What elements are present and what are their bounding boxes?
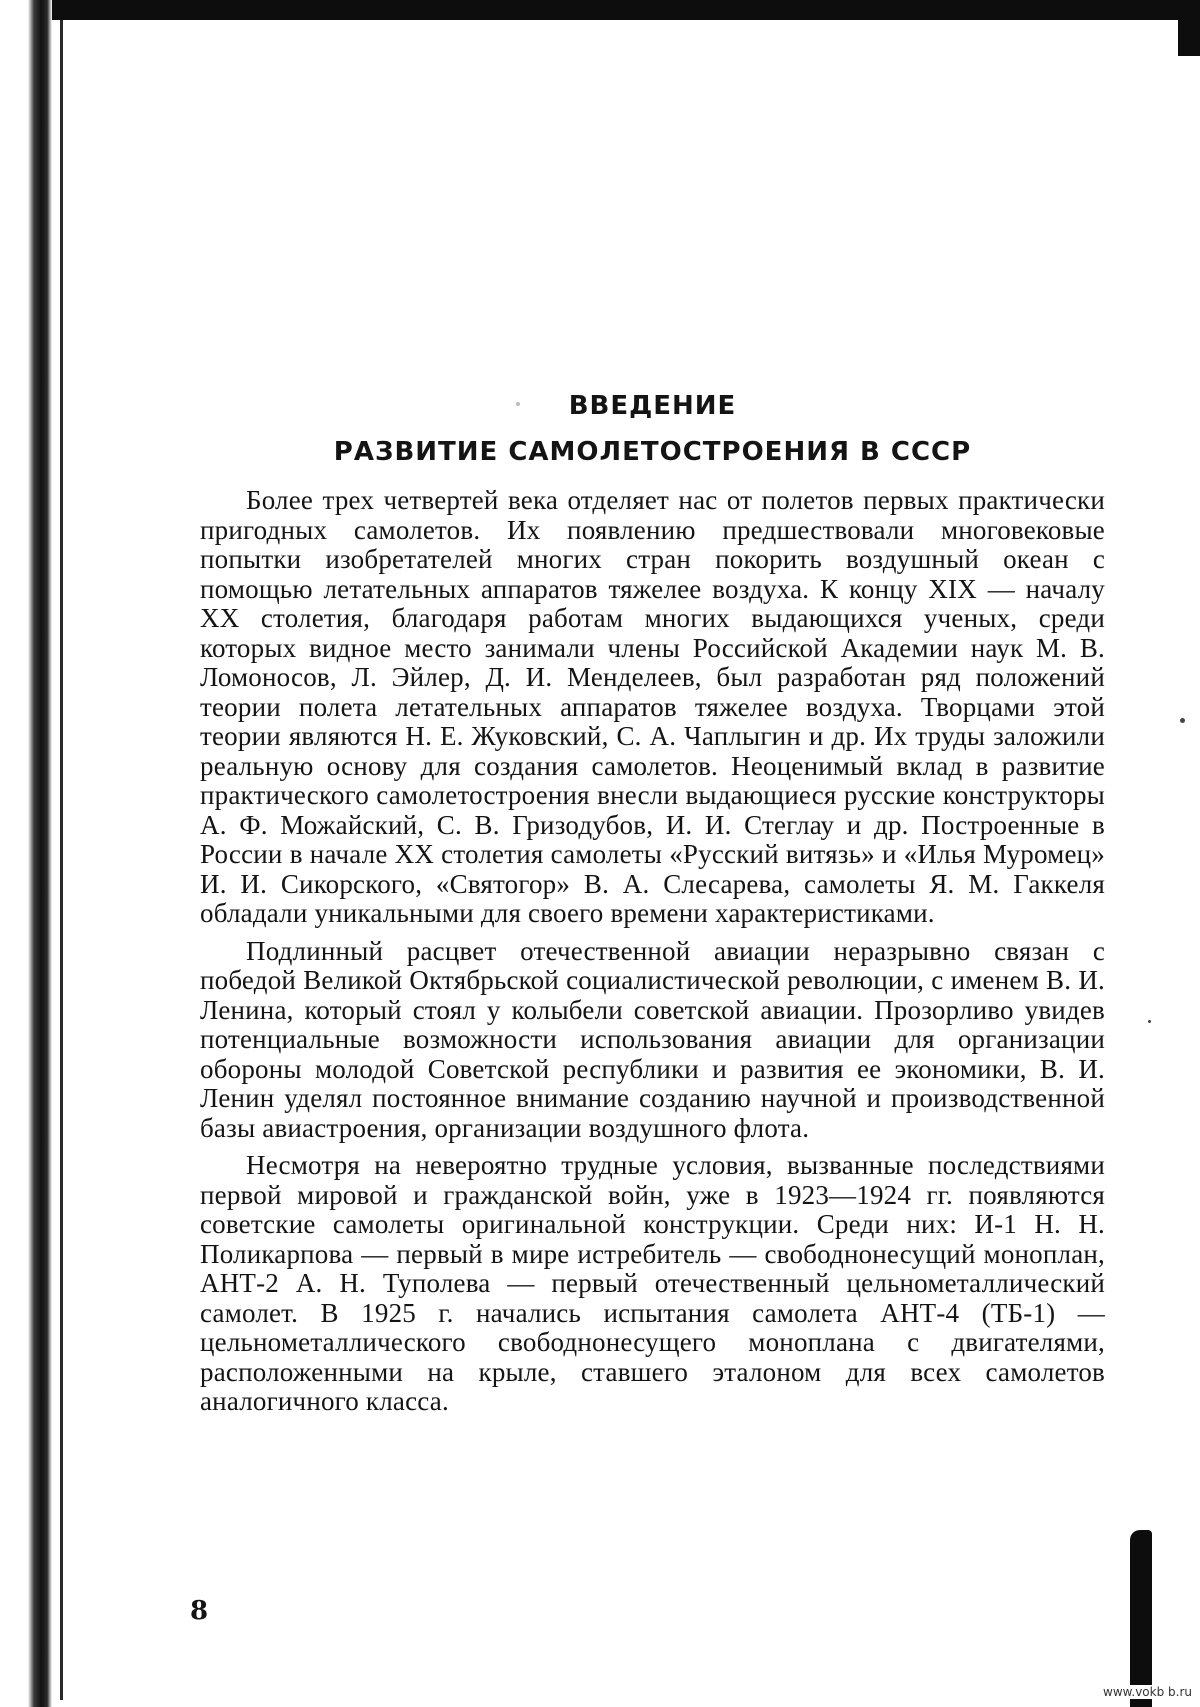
paragraph: Более трех четвертей века отделяет нас от полетов первых практически пригодных самолетов. Их появлению предшествовали многовековые попытки изобретателей многих стран покорить воздушный океан с помощью летательных аппаратов тяжелее воздуха. К концу XIX — началу XX столетия, благодаря работам многих выдающихся ученых, среди которых видное место занимали члены Российской Академии наук М. В. Ломоносов, Л. Эйлер, Д. И. Менделеев, был разработан ряд положений теории полета летательных аппаратов тяжелее воздуха. Творцами этой теории являются Н. Е. Жуковский, С. А. Чаплыгин и др. Их труды заложили реальную основу для создания самолетов. Неоценимый вклад в развитие практического самолетостроения внесли выдающиеся русские конструкторы А. Ф. Можайский, С. В. Гризодубов, И. И. Стеглау и др. Построенные в России в начале XX столетия самолеты «Русский витязь» и «Илья Муромец» И. И. Сикорского, «Святогор» В. А. Слесарева, самолеты Я. М. Гаккеля обладали уникальными для своего времени характеристиками. bbox=[200, 485, 1105, 928]
document-page bbox=[200, 390, 1105, 1425]
scan-right-artifact bbox=[1130, 1530, 1152, 1707]
paragraph: Несмотря на невероятно трудные условия, вызванные последствиями первой мировой и гражданской войн, уже в 1923—1924 гг. появляются советские самолеты оригинальной конструкции. Среди них: И-1 Н. Н. Поликарпова — первый в мире истребитель — свободнонесущий моноплан, АНТ-2 А. Н. Туполева — первый отечественный цельнометаллический самолет. В 1925 г. начались испытания самолета АНТ-4 (ТБ-1) — цельнометаллического свободнонесущего моноплана с двигателями, расположенными на крыле, ставшего эталоном для всех самолетов аналогичного класса. bbox=[200, 1150, 1105, 1416]
body-text bbox=[200, 486, 1105, 1417]
scan-left-binding-edge bbox=[28, 0, 52, 1707]
section-title: РАЗВИТИЕ САМОЛЕТОСТРОЕНИЯ В СССР bbox=[333, 437, 972, 467]
scan-top-border bbox=[40, 0, 1200, 20]
scan-speck bbox=[1180, 718, 1185, 723]
scan-corner-artifact bbox=[1178, 20, 1200, 56]
scan-speck bbox=[1148, 1020, 1151, 1023]
scan-left-line bbox=[60, 20, 63, 1700]
paragraph: Подлинный расцвет отечественной авиации неразрывно связан с победой Великой Октябрьской социалистической революции, с именем В. И. Ленина, который стоял у колыбели советской авиации. Прозорливо увидев потенциальные возможности использования авиации для организации обороны молодой Советской республики и развития ее экономики, В. И. Ленин уделял постоянное внимание созданию научной и производственной базы авиастроения, организации воздушного флота. bbox=[200, 935, 1105, 1143]
chapter-title: ВВЕДЕНИЕ bbox=[568, 391, 737, 421]
page-number: 8 bbox=[190, 1596, 209, 1626]
watermark: www.vokb b.ru bbox=[1103, 1685, 1192, 1699]
